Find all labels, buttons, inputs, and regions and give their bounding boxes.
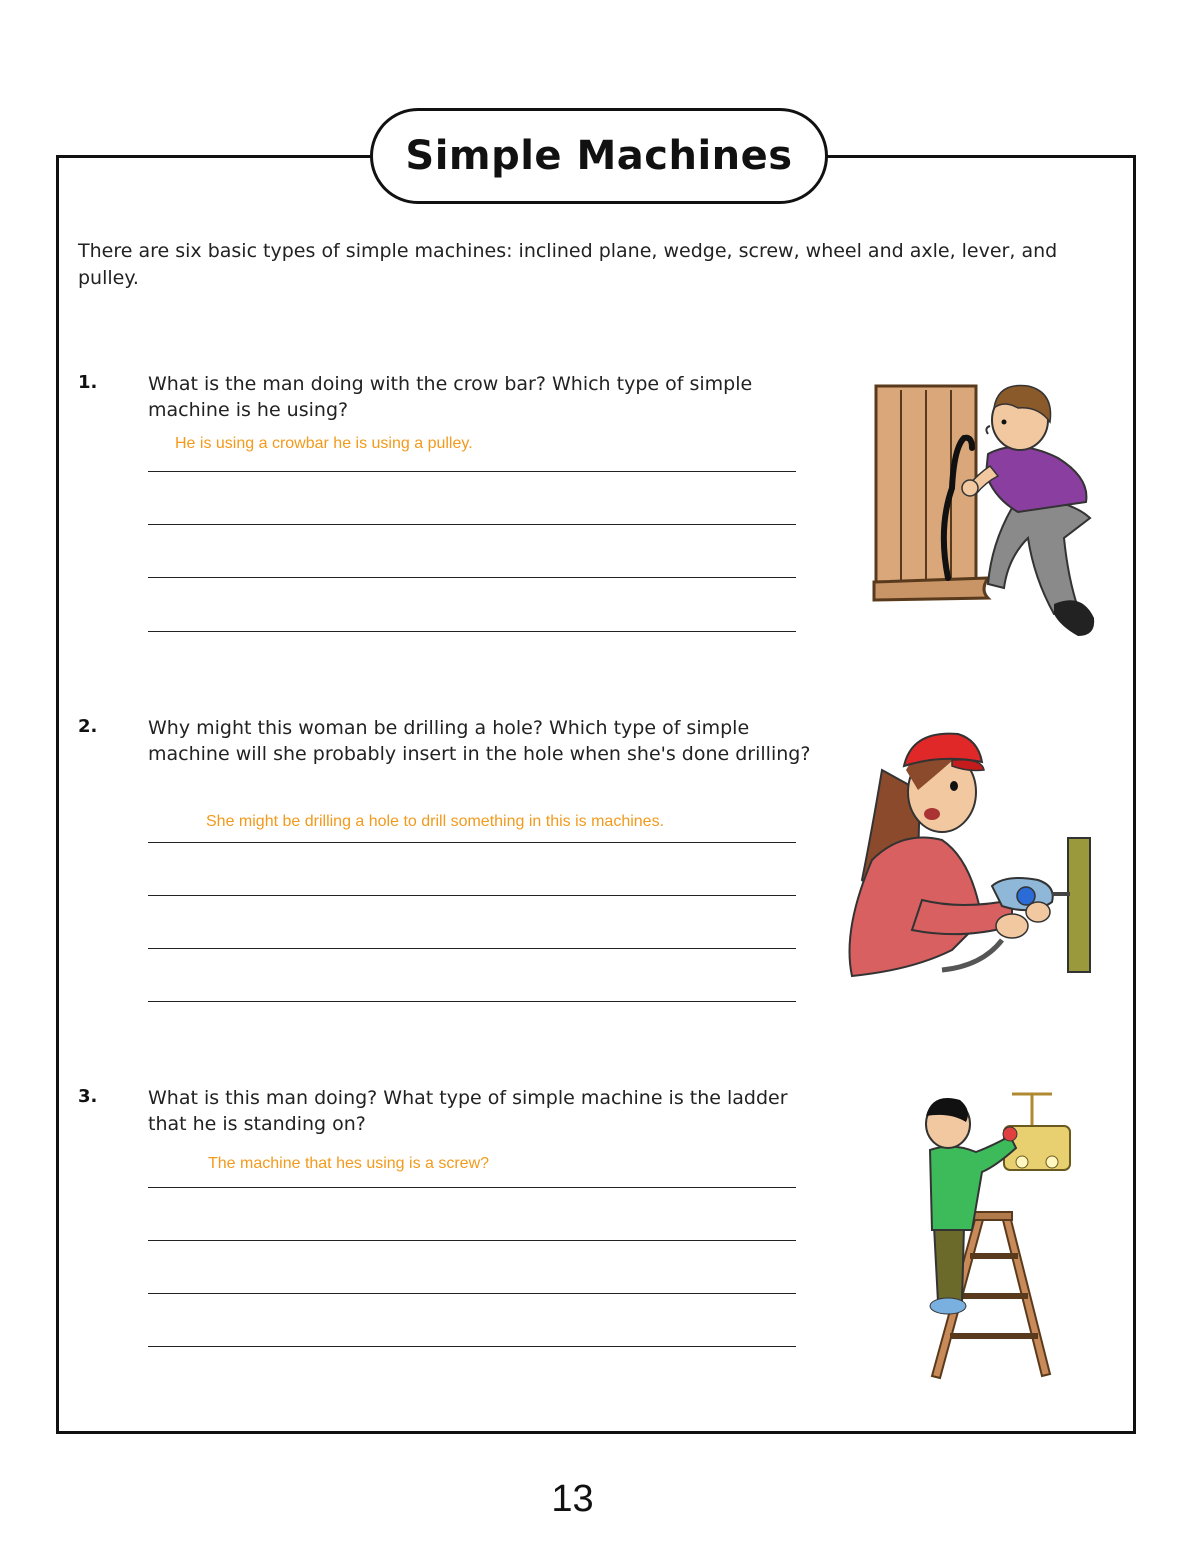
- title-banner: [370, 108, 828, 204]
- answer-3[interactable]: The machine that hes using is a screw?: [208, 1155, 490, 1172]
- answer-line: [148, 1293, 796, 1294]
- question-3-number: 3.: [78, 1086, 98, 1107]
- answer-line: [148, 471, 796, 472]
- question-2-text: Why might this woman be drilling a hole? Which type of simple machine will she probably insert in the hole when she's done drilling?: [148, 717, 811, 765]
- answer-line: [148, 948, 796, 949]
- question-1-number: 1.: [78, 372, 98, 393]
- crowbar-man-illustration: [868, 378, 1104, 642]
- answer-1[interactable]: He is using a crowbar he is using a pulley.: [175, 435, 473, 452]
- answer-line: [148, 1001, 796, 1002]
- answer-line: [148, 1187, 796, 1188]
- drilling-woman-illustration: [842, 730, 1098, 984]
- question-3-text: What is this man doing? What type of simple machine is the ladder that he is standing on?: [148, 1087, 788, 1135]
- ladder-man-illustration: [892, 1086, 1088, 1384]
- intro-text: There are six basic types of simple machines: inclined plane, wedge, screw, wheel and axle, lever, and pulley.: [78, 240, 1058, 289]
- answer-line: [148, 631, 796, 632]
- question-1-text: What is the man doing with the crow bar? Which type of simple machine is he using?: [148, 373, 753, 421]
- answer-line: [148, 1346, 796, 1347]
- answer-line: [148, 524, 796, 525]
- answer-line: [148, 577, 796, 578]
- answer-line: [148, 895, 796, 896]
- answer-line: [148, 842, 796, 843]
- page-number: 13: [551, 1478, 594, 1520]
- question-2-number: 2.: [78, 716, 98, 737]
- page-title: Simple Machines: [405, 133, 793, 179]
- answer-line: [148, 1240, 796, 1241]
- answer-2[interactable]: She might be drilling a hole to drill something in this is machines.: [206, 813, 665, 830]
